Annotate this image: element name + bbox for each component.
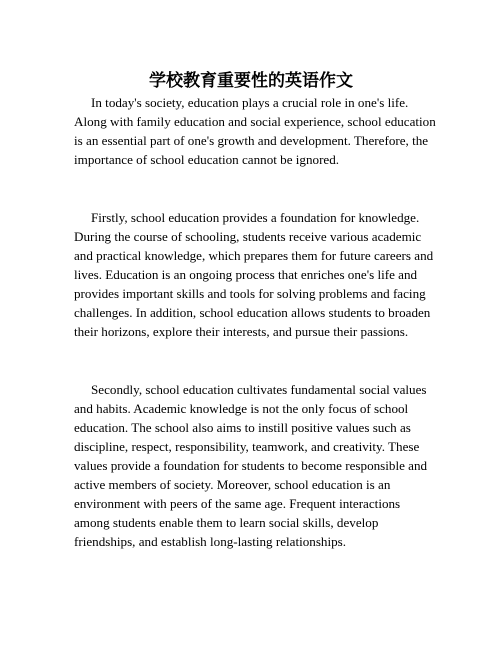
document-title: 学校教育重要性的英语作文 xyxy=(149,71,353,92)
paragraph-secondly: Secondly, school education cultivates fundamental social values and habits. Academic knowledge is not the only focus of school education. The school also aims to instill positive values such as discipline, respect, responsibility, teamwork, and creativity. These values provide a foundation for students to become responsible and active members of society. Moreover, school education is an environment with peers of the same age. Frequent interactions among students enable them to learn social skills, develop friendships, and establish long-lasting relationships. xyxy=(74,382,428,549)
paragraph-intro: In today's society, education plays a crucial role in one's life. Along with family education and social experience, school education is an essential part of one's growth and development. Therefore, the importance of school education cannot be ignored. xyxy=(74,95,436,167)
paragraph-firstly: Firstly, school education provides a foundation for knowledge. During the course of schooling, students receive various academic and practical knowledge, which prepares them for future careers and lives. Education is an ongoing process that enriches one's life and provides important skills and tools for solving problems and facing challenges. In addition, school education allows students to broaden their horizons, explore their interests, and pursue their passions. xyxy=(74,210,434,339)
